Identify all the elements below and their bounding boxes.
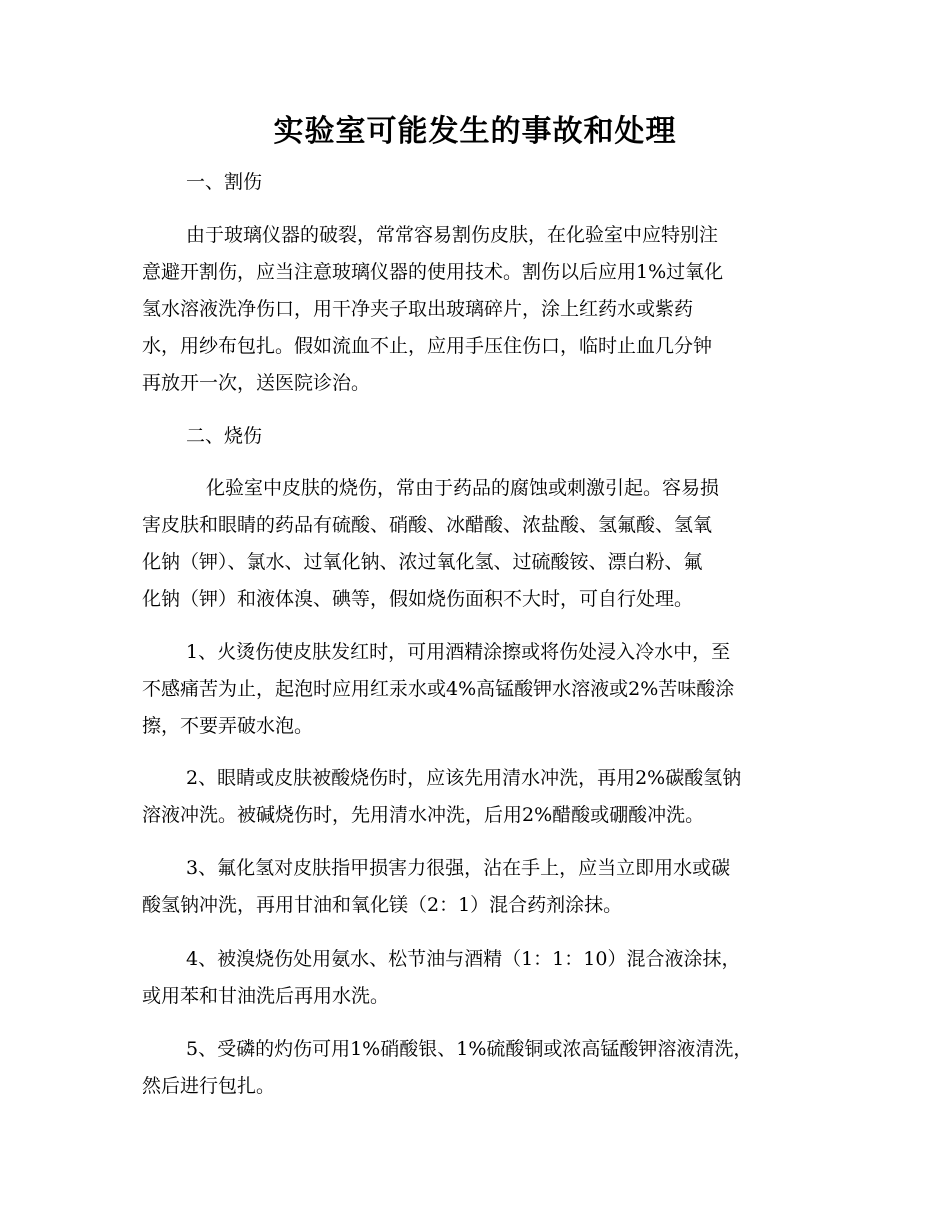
paragraph-line: 擦，不要弄破水泡。	[142, 715, 314, 737]
paragraph-line: 化钠（钾）和液体溴、碘等，假如烧伤面积不大时，可自行处理。	[142, 588, 694, 610]
paragraph-item-5	[142, 1031, 808, 1105]
paragraph-line: 然后进行包扎。	[142, 1075, 276, 1097]
paragraph-line: 水，用纱布包扎。假如流血不止，应用手压住伤口，临时止血几分钟	[142, 335, 713, 357]
paragraph-line: 酸氢钠冲洗，再用甘油和氧化镁（2：1）混合药剂涂抹。	[142, 894, 623, 916]
paragraph-cut	[142, 217, 808, 402]
section-heading-burn	[142, 418, 808, 455]
paragraph-line: 氢水溶液洗净伤口，用干净夹子取出玻璃碎片，涂上红药水或紫药	[142, 298, 694, 320]
paragraph-line: 害皮肤和眼睛的药品有硫酸、硝酸、冰醋酸、浓盐酸、氢氟酸、氢氧	[142, 514, 713, 536]
paragraph-burn-intro	[142, 470, 808, 618]
paragraph-item-1	[142, 634, 808, 745]
paragraph-line: 不感痛苦为止，起泡时应用红汞水或4%高锰酸钾水溶液或2%苦味酸涂	[142, 678, 735, 700]
paragraph-item-2	[142, 760, 808, 834]
paragraph-line: 化验室中皮肤的烧伤，常由于药品的腐蚀或刺激引起。容易损	[206, 477, 720, 499]
paragraph-line: 1、火烫伤使皮肤发红时，可用酒精涂擦或将伤处浸入冷水中，至	[186, 641, 731, 663]
paragraph-line: 或用苯和甘油洗后再用水洗。	[142, 985, 390, 1007]
paragraph-line: 5、受磷的灼伤可用1%硝酸银、1%硫酸铜或浓高锰酸钾溶液清洗，	[186, 1038, 753, 1060]
heading-text: 二、烧伤	[186, 425, 263, 447]
paragraph-line: 2、眼睛或皮肤被酸烧伤时，应该先用清水冲洗，再用2%碳酸氢钠	[186, 767, 742, 789]
heading-text: 一、割伤	[186, 171, 263, 193]
paragraph-line: 溶液冲洗。被碱烧伤时，先用清水冲洗，后用2%醋酸或硼酸冲洗。	[142, 804, 705, 826]
document-title: 实验室可能发生的事故和处理	[273, 114, 677, 149]
paragraph-item-4	[142, 941, 808, 1015]
paragraph-line: 再放开一次，送医院诊治。	[142, 372, 371, 394]
paragraph-line: 由于玻璃仪器的破裂，常常容易割伤皮肤，在化验室中应特别注	[186, 224, 719, 246]
paragraph-line: 3、氟化氢对皮肤指甲损害力很强，沾在手上，应当立即用水或碳	[186, 857, 731, 879]
paragraph-line: 意避开割伤，应当注意玻璃仪器的使用技术。割伤以后应用1%过氧化	[142, 261, 724, 283]
paragraph-item-3	[142, 850, 808, 924]
paragraph-line: 化钠（钾）、氯水、过氧化钠、浓过氧化氢、过硫酸铵、漂白粉、氟	[142, 551, 703, 573]
paragraph-line: 4、被溴烧伤处用氨水、松节油与酒精（1：1：10）混合液涂抹，	[186, 948, 741, 970]
section-heading-cut	[142, 164, 808, 201]
